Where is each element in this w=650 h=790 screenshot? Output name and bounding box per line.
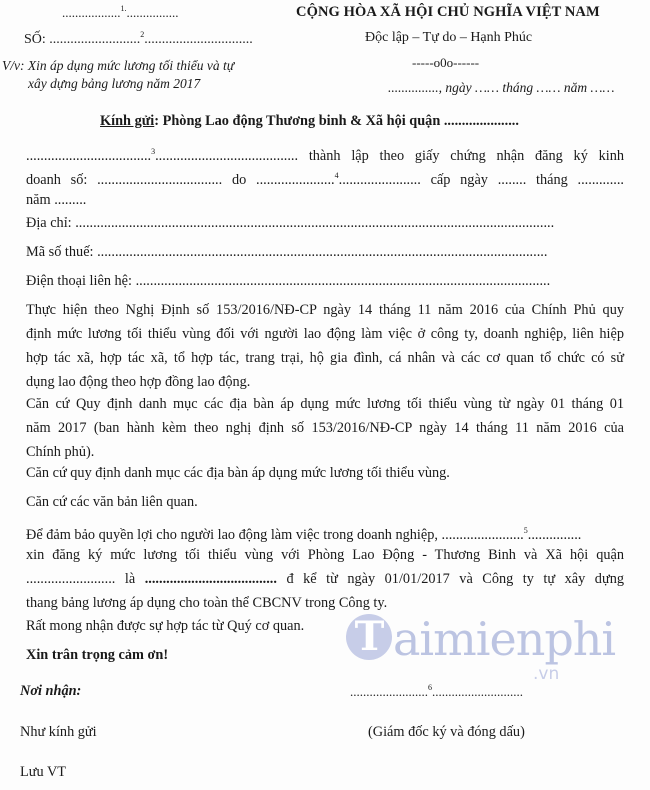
addressee-line: [100, 113, 519, 130]
ensure-paragraph: Để đảm bảo quyền lợi cho người lao động làm việc trong doanh nghiệp, .......................$^5$...............: [26, 526, 582, 543]
company-info-paragraph: [26, 140, 624, 212]
company-line-3: năm .........: [26, 192, 87, 208]
document-number-dots: ..........................: [49, 32, 141, 47]
basis-paragraph-1: Căn cứ Quy định danh mục các địa bàn áp dụng mức lương tối thiểu vùng từ ngày 01 tháng 01 năm 2017 (ban hành kèm theo nghị định số 153/2016/NĐ-CP ngày 14 tháng 11 năm 2016 của Chính phủ).: [26, 396, 624, 460]
date-line: ..............., ngày …… tháng …… năm ……: [388, 80, 615, 95]
taimienphi-watermark: T aimienphi: [346, 612, 615, 666]
footnote-2: 2: [140, 30, 145, 39]
phone-field: Điện thoại liên hệ: ....................................................................................................................: [26, 273, 551, 289]
footnote-6: 6: [428, 683, 432, 692]
subject-line-1: V/v: Xin áp dụng mức lương tối thiểu và tự: [2, 58, 235, 73]
basis-paragraph-3: Căn cứ các văn bản liên quan.: [26, 494, 198, 510]
document-number-line: [24, 30, 253, 48]
header-divider: -----o0o------: [412, 55, 480, 70]
footnote-1: 1.: [120, 4, 127, 13]
footnote-3: 3: [151, 147, 156, 156]
national-title: CỘNG HÒA XÃ HỘI CHỦ NGHĨA VIỆT NAM: [296, 4, 600, 20]
decree-paragraph: Thực hiện theo Nghị Định số 153/2016/NĐ-CP ngày 14 tháng 11 năm 2016 của Chính Phủ quy định mức lương tối thiểu vùng đối với người lao động làm việc ở công ty, doanh nghiệp, liên hiệp hợp tác xã, hợp tác xã, tổ hợp tác, trang trại, hộ gia đình, cá nhân và các cơ quan tổ chức có sử dụng lao động theo hợp đồng lao động.: [26, 302, 624, 390]
watermark-logo-icon: T: [346, 614, 392, 660]
thanks-line: Xin trân trọng cảm ơn!: [26, 647, 169, 663]
request-paragraph: Rất mong nhận được sự hợp tác từ Quý cơ quan.: [26, 618, 305, 634]
company-line-1: ...................................$^3$........................................ thành lập theo giấy chứng nhận đăng ký kinh: [26, 147, 624, 164]
recipient-item: Như kính gửi: [20, 724, 97, 740]
recipients-label: Nơi nhận:: [20, 683, 82, 699]
document-number-dots-after: ...............................: [144, 32, 253, 47]
addressee-text: : Phòng Lao động Thương binh & Xã hội quận .....................: [154, 113, 519, 129]
signer-note: (Giám đốc ký và đóng dấu): [368, 724, 525, 740]
document-number-label: SỐ:: [24, 32, 50, 47]
subject-line-2: xây dựng bảng lương năm 2017: [28, 76, 201, 91]
basis-paragraph-2: Căn cứ quy định danh mục các địa bàn áp dụng mức lương tối thiểu vùng.: [26, 465, 450, 481]
national-motto: Độc lập – Tự do – Hạnh Phúc: [365, 30, 533, 45]
address-field: Địa chỉ: ......................................................................................................................................: [26, 215, 555, 231]
company-line-2: doanh số: ................................... do ......................$^4$....................... cấp ngày ........ tháng .............: [26, 171, 624, 188]
addressee-label: Kính gửi: [100, 113, 155, 129]
tax-code-field: Mã số thuế: ..............................................................................................................................: [26, 244, 548, 260]
salary-amount-blank: .....................................: [144, 571, 277, 587]
recipient-item: Lưu VT: [20, 764, 67, 780]
footnote-4: 4: [334, 171, 339, 180]
org-name-dots-after: ................: [126, 5, 179, 20]
signer-line: ........................$^6$............................: [350, 683, 523, 699]
watermark-suffix: .vn: [533, 664, 560, 684]
org-name-dots: ..................: [62, 5, 121, 20]
register-paragraph: xin đăng ký mức lương tối thiểu vùng với Phòng Lao Động - Thương Binh và Xã hội quận ......................... là ..................................... đ kể từ ngày 01/01/2017 và Công ty tự xây dựng thang bảng lương áp dụng cho toàn thể CBCNV trong Công ty.: [26, 547, 624, 611]
organization-name-line: [62, 4, 179, 21]
footnote-5: 5: [523, 526, 528, 535]
